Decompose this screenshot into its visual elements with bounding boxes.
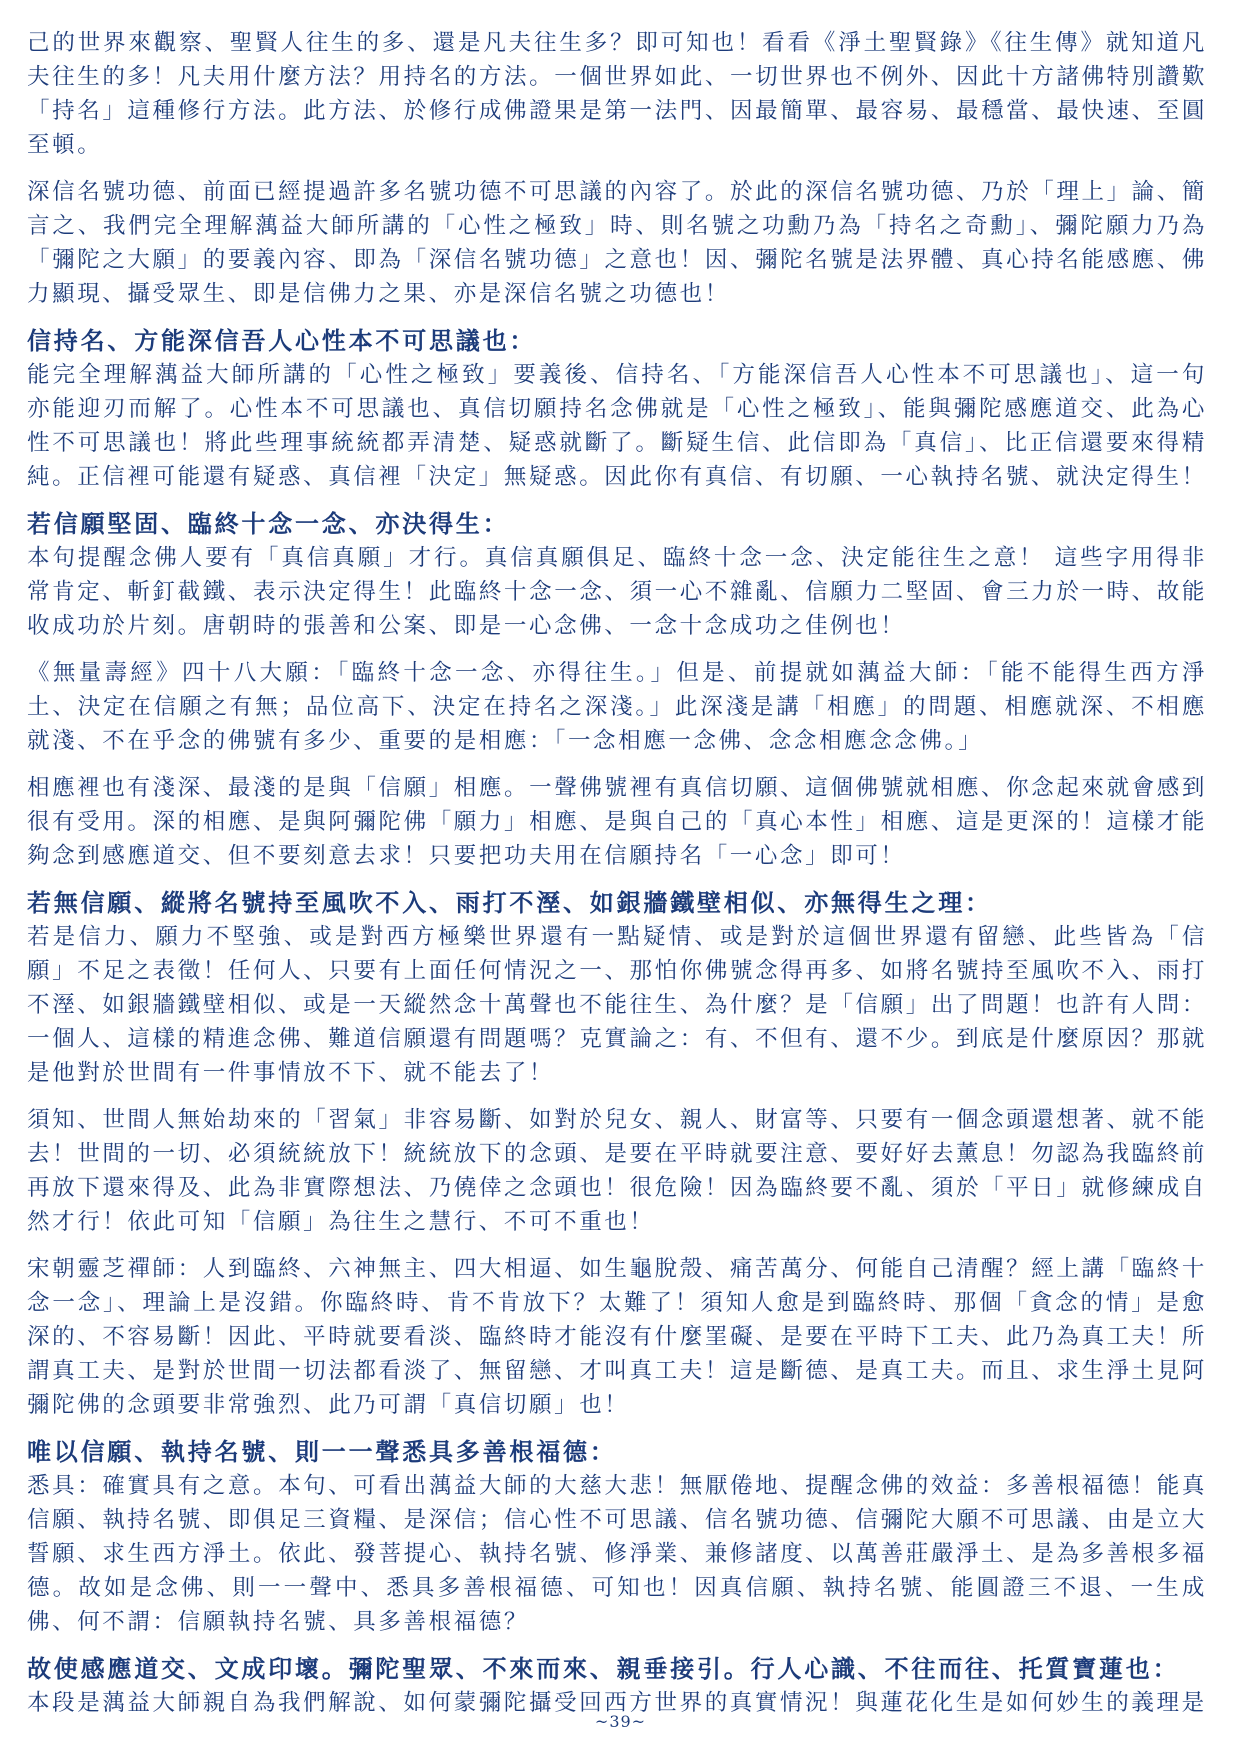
paragraph: 悉具：確實具有之意。本句、可看出蕅益大師的大慈大悲！無厭倦地、提醒念佛的效益：多善根福德！能真信願、執持名號、即俱足三資糧、是深信；信心性不可思議、信名號功德、信彌陀大願不可思議、由是立大誓願、求生西方淨土。依此、發菩提心、執持名號、修淨業、兼修諸度、以萬善莊嚴淨土、是為多善根多福德。故如是念佛、則一一聲中、悉具多善根福德、可知也！因真信願、執持名號、能圓證三不退、一生成佛、何不謂：信願執持名號、具多善根福德？ <box>27 1473 1207 1635</box>
section-heading: 若信願堅固、臨終十念一念、亦決得生： <box>27 510 510 538</box>
paragraph: 宋朝靈芝禪師：人到臨終、六神無主、四大相逼、如生龜脫殼、痛苦萬分、何能自己清醒？經上講「臨終十念一念」、理論上是沒錯。你臨終時、肯不肯放下？太難了！須知人愈是到臨終時、那個「貪念的情」是愈深的、不容易斷！因此、平時就要看淡、臨終時才能沒有什麼罣礙、是要在平時下工夫、此乃為真工夫！所謂真工夫、是對於世間一切法都看淡了、無留戀、才叫真工夫！這是斷德、是真工夫。而且、求生淨土見阿彌陀佛的念頭要非常強烈、此乃可謂「真信切願」也！ <box>27 1256 1207 1418</box>
section-heading: 信持名、方能深信吾人心性本不可思議也： <box>27 327 537 355</box>
paragraph: 《無量壽經》四十八大願：「臨終十念一念、亦得往生。」但是、前提就如蕅益大師：「能不能得生西方淨土、決定在信願之有無；品位高下、決定在持名之深淺。」此深淺是講「相應」的問題、相應就深、不相應就淺、不在乎念的佛號有多少、重要的是相應：「一念相應一念佛、念念相應念念佛。」 <box>27 660 1207 754</box>
paragraph: 若是信力、願力不堅強、或是對西方極樂世界還有一點疑情、或是對於這個世界還有留戀、此些皆為「信願」不足之表徵！任何人、只要有上面任何情況之一、那怕你佛號念得再多、如將名號持至風吹不入、雨打不溼、如銀牆鐵壁相似、或是一天縱然念十萬聲也不能往生、為什麼？是「信願」出了問題！也許有人問：一個人、這樣的精進念佛、難道信願還有問題嗎？克實論之：有、不但有、還不少。到底是什麼原因？那就是他對於世間有一件事情放不下、就不能去了！ <box>27 924 1207 1086</box>
paragraph: 須知、世間人無始劫來的「習氣」非容易斷、如對於兒女、親人、財富等、只要有一個念頭還想著、就不能去！世間的一切、必須統統放下！統統放下的念頭、是要在平時就要注意、要好好去薰息！勿認為我臨終前再放下還來得及、此為非實際想法、乃僥倖之念頭也！很危險！因為臨終要不亂、須於「平日」就修練成自然才行！依此可知「信願」為往生之慧行、不可不重也！ <box>27 1107 1207 1235</box>
section-heading: 唯以信願、執持名號、則一一聲悉具多善根福德： <box>27 1438 617 1466</box>
paragraph: 本句提醒念佛人要有「真信真願」才行。真信真願俱足、臨終十念一念、決定能往生之意！ 這些字用得非常肯定、斬釘截鐵、表示決定得生！此臨終十念一念、須一心不雜亂、信願力二堅固、會三力於一時、故能收成功於片刻。唐朝時的張善和公案、即是一心念佛、一念十念成功之佳例也！ <box>27 545 1207 639</box>
paragraph: 深信名號功德、前面已經提過許多名號功德不可思議的內容了。於此的深信名號功德、乃於「理上」論、簡言之、我們完全理解蕅益大師所講的「心性之極致」時、則名號之功勳乃為「持名之奇勳」、彌陀願力乃為「彌陀之大願」的要義內容、即為「深信名號功德」之意也！因、彌陀名號是法界體、真心持名能感應、佛力顯現、攝受眾生、即是信佛力之果、亦是深信名號之功德也！ <box>27 179 1207 307</box>
paragraph: 本段是蕅益大師親自為我們解說、如何蒙彌陀攝受回西方世界的真實情況！與蓮花化生是如何妙生的義理是 <box>27 1690 1207 1716</box>
section-heading: 若無信願、縱將名號持至風吹不入、雨打不溼、如銀牆鐵壁相似、亦無得生之理： <box>27 889 992 917</box>
paragraph: 能完全理解蕅益大師所講的「心性之極致」要義後、信持名、「方能深信吾人心性本不可思議也」、這一句亦能迎刃而解了。心性本不可思議也、真信切願持名念佛就是「心性之極致」、能與彌陀感應道交、此為心性不可思議也！將此些理事統統都弄清楚、疑惑就斷了。斷疑生信、此信即為「真信」、比正信還要來得精純。正信裡可能還有疑惑、真信裡「決定」無疑惑。因此你有真信、有切願、一心執持名號、就決定得生！ <box>27 362 1207 490</box>
page-number: ~39~ <box>594 1712 647 1731</box>
paragraph: 己的世界來觀察、聖賢人往生的多、還是凡夫往生多？即可知也！看看《淨土聖賢錄》《往生傳》就知道凡夫往生的多！凡夫用什麼方法？用持名的方法。一個世界如此、一切世界也不例外、因此十方諸佛特別讚歎「持名」這種修行方法。此方法、於修行成佛證果是第一法門、因最簡單、最容易、最穩當、最快速、至圓至頓。 <box>27 30 1207 158</box>
paragraph: 相應裡也有淺深、最淺的是與「信願」相應。一聲佛號裡有真信切願、這個佛號就相應、你念起來就會感到很有受用。深的相應、是與阿彌陀佛「願力」相應、是與自己的「真心本性」相應、這是更深的！這樣才能夠念到感應道交、但不要刻意去求！只要把功夫用在信願持名「一心念」即可！ <box>27 775 1207 869</box>
section-heading: 故使感應道交、文成印壞。彌陀聖眾、不來而來、親垂接引。行人心識、不往而往、托質寶蓮也： <box>27 1655 1180 1683</box>
